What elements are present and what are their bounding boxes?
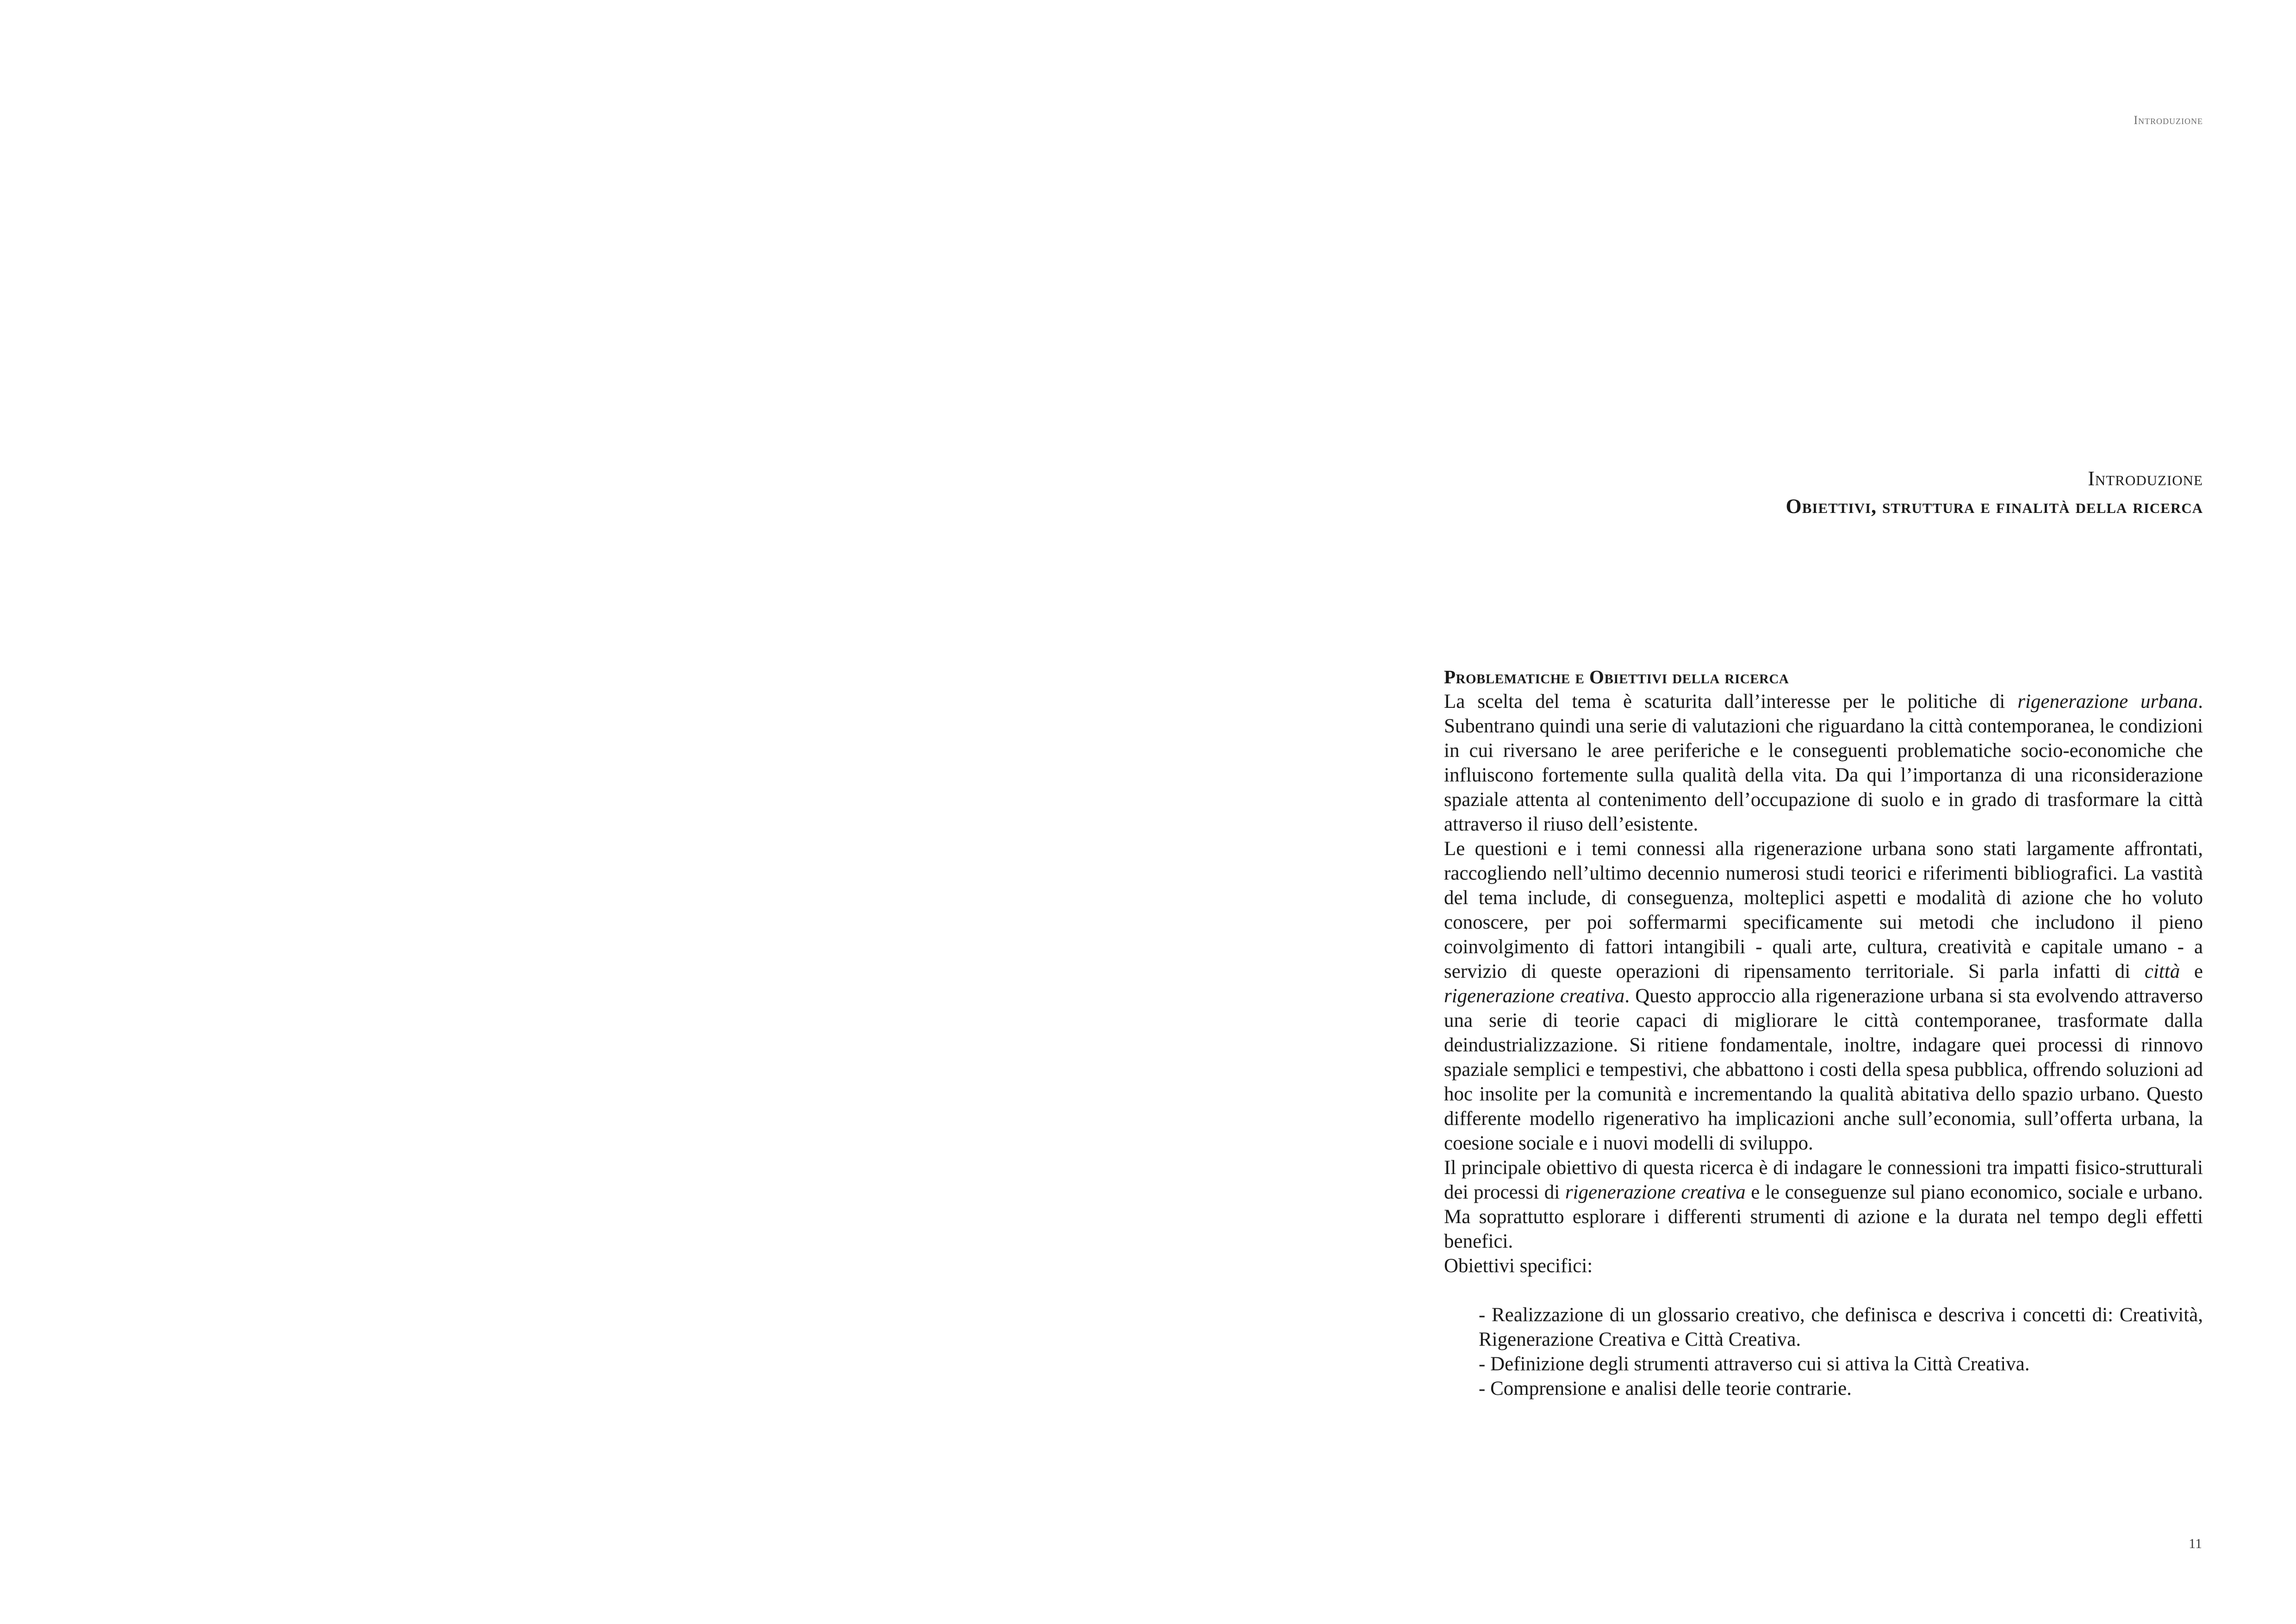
text-run: e le conseguenze sul piano economico, sociale e urbano. Ma soprattutto esplorare i differenti strumenti di azione e la durata nel tempo degli effetti benefici. [1444,1181,2203,1252]
objectives-list [1444,1303,2203,1401]
italic-text: rigenerazione urbana [2017,691,2198,712]
italic-text: rigenerazione creativa [1565,1181,1746,1203]
text-run: Il principale obiettivo di questa ricerca è di indagare le connessioni tra impatti fisico-strutturali dei processi di [1444,1157,2203,1203]
section-heading: Problematiche e Obiettivi della ricerca [1444,666,1789,687]
body-text [1444,665,2203,1401]
italic-text: rigenerazione creativa [1444,985,1625,1007]
text-run: . Subentrano quindi una serie di valutazioni che riguardano la città contemporanea, le condizioni in cui riversano le aree periferiche e le conseguenti problematiche socio-economiche che influiscono fortemente sulla qualità della vita. Da qui l’importanza di una riconsiderazione spaziale attenta al contenimento dell’occupazione di suolo e in grado di trasformare la città attraverso il riuso dell’esistente. [1444,691,2203,835]
text-run: . Questo approccio alla rigenerazione urbana si sta evolvendo attraverso una serie di teorie capaci di migliorare le città contemporanee, trasformate dalla deindustrializzazione. Si ritiene fondamentale, inoltre, indagare quei processi di rinnovo spaziale semplici e tempestivi, che abbattono i costi della spesa pubblica, offrendo soluzioni ad hoc insolite per la comunità e incrementando la qualità abitativa dello spazio urbano. Questo differente modello rigenerativo ha implicazioni anche sull’economia, sull’offerta urbana, la coesione sociale e i nuovi modelli di sviluppo. [1444,985,2203,1154]
running-header: Introduzione [2134,113,2203,127]
chapter-title: Obiettivi, struttura e finalità della ricerca [1786,495,2203,518]
text-run: e [2180,961,2203,982]
paragraph [1444,837,2203,1156]
text-run: La scelta del tema è scaturita dall’interesse per le politiche di [1444,691,2018,712]
chapter-label: Introduzione [2088,467,2203,490]
paragraph [1444,1156,2203,1254]
objective-item: - Comprensione e analisi delle teorie contrarie. [1479,1378,1852,1399]
objective-item: - Realizzazione di un glossario creativo, che definisca e descriva i concetti di: Creatività, Rigenerazione Creativa e Città Creativa. [1479,1304,2203,1350]
chapter-heading [1786,465,2203,521]
objective-item: - Definizione degli strumenti attraverso cui si attiva la Città Creativa. [1479,1353,2030,1375]
objectives-intro: Obiettivi specifici: [1444,1255,1593,1277]
paragraph [1444,689,2203,837]
text-run: Le questioni e i temi connessi alla rigenerazione urbana sono stati largamente affrontati, raccogliendo nell’ultimo decennio numerosi studi teorici e riferimenti bibliografici. La vastità del tema include, di conseguenza, molteplici aspetti e modalità di azione che ho voluto conoscere, per poi soffermarmi specificamente sui metodi che includono il pieno coinvolgimento di fattori intangibili - quali arte, cultura, creatività e capitale umano - a servizio di queste operazioni di ripensamento territoriale. Si parla infatti di [1444,838,2203,982]
paragraphs [1444,689,2203,1254]
italic-text: città [2144,961,2180,982]
page-number: 11 [2189,1536,2202,1551]
right-page [1148,0,2296,1624]
